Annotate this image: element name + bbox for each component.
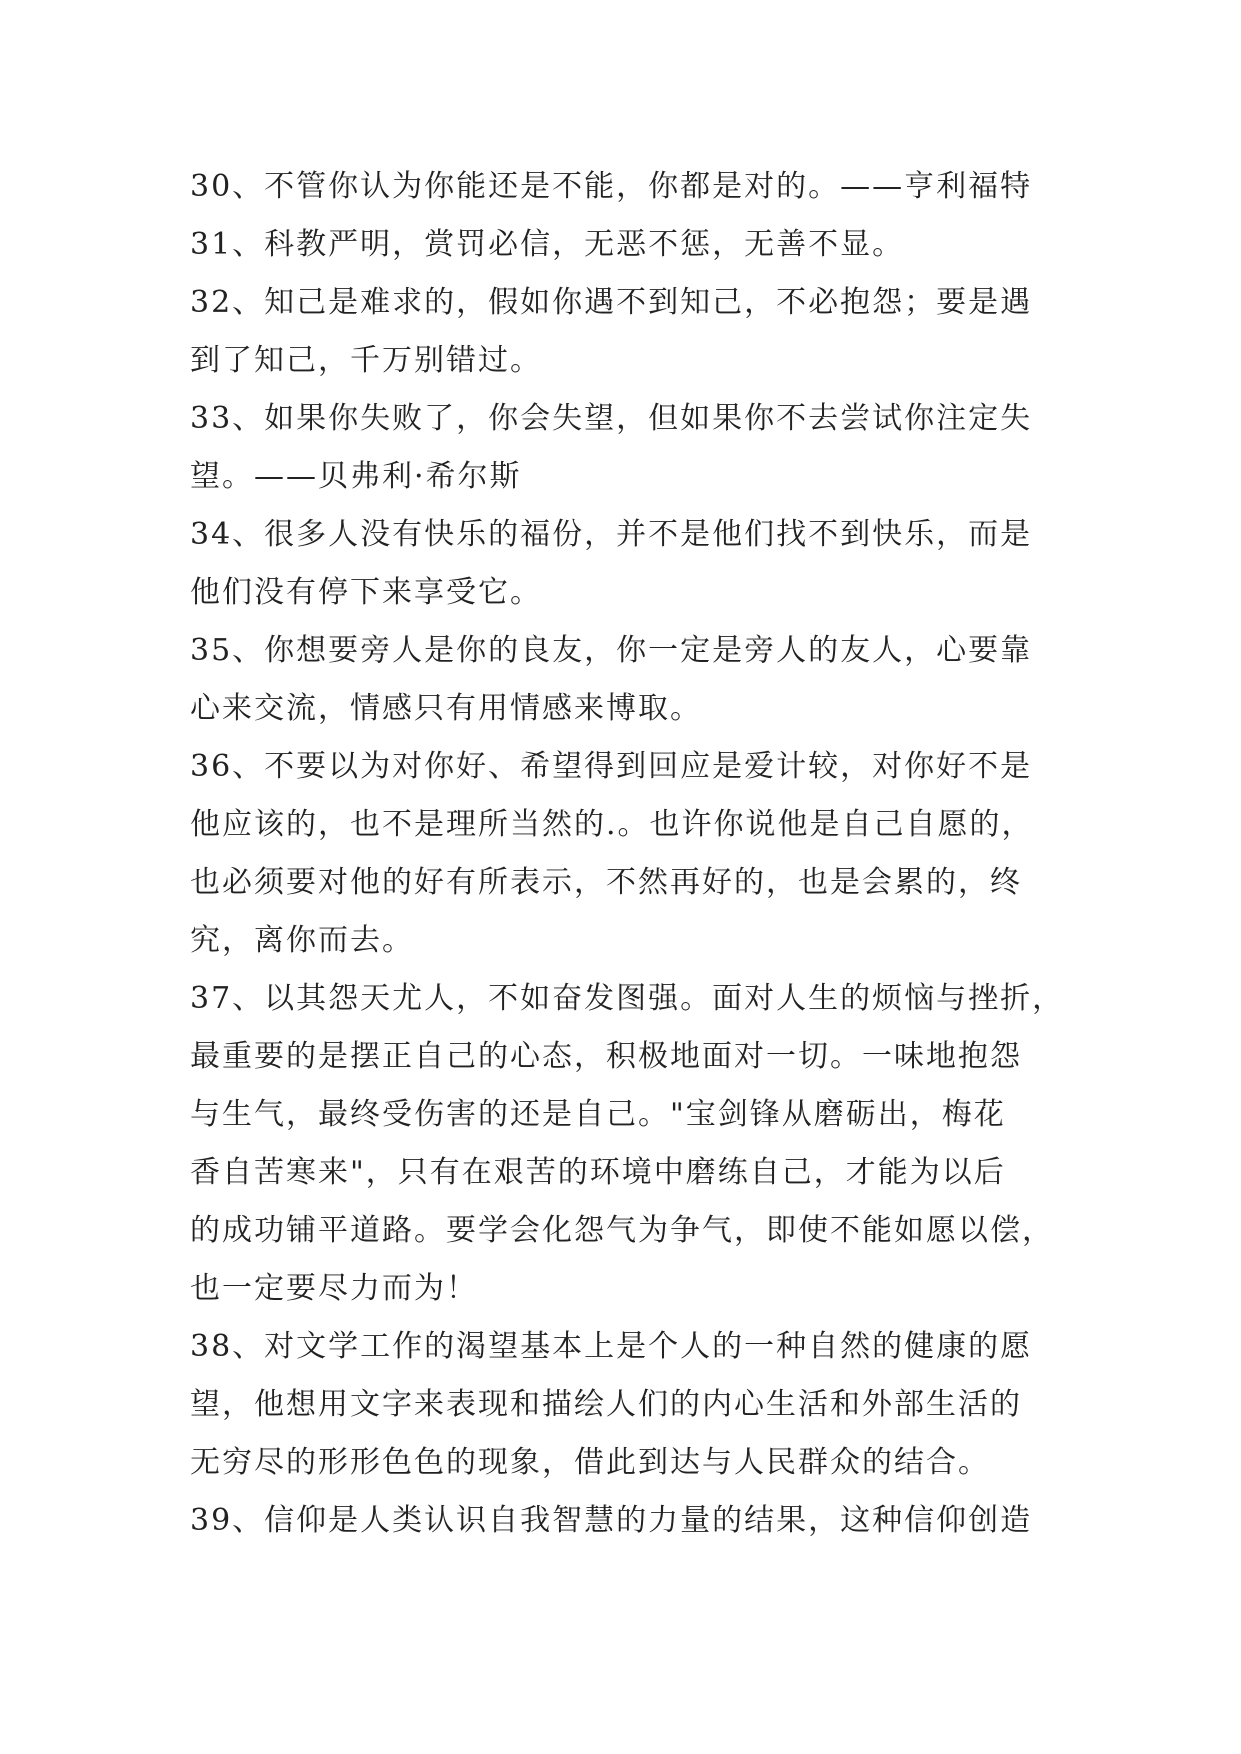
text-line: 他们没有停下来享受它。 — [190, 575, 542, 610]
text-line: 究，离你而去。 — [190, 923, 414, 958]
text-line: 35、你想要旁人是你的良友，你一定是旁人的友人，心要靠 — [190, 633, 1033, 668]
text-line: 望，他想用文字来表现和描绘人们的内心生活和外部生活的 — [190, 1387, 1022, 1422]
text-line: 32、知己是难求的，假如你遇不到知己，不必抱怨；要是遇 — [190, 285, 1033, 320]
text-line: 的成功铺平道路。要学会化怨气为争气，即使不能如愿以偿， — [190, 1213, 1054, 1248]
text-line: 37、以其怨天尤人，不如奋发图强。面对人生的烦恼与挫折， — [190, 981, 1065, 1016]
text-line: 最重要的是摆正自己的心态，积极地面对一切。一味地抱怨 — [190, 1039, 1022, 1074]
text-line: 34、很多人没有快乐的福份，并不是他们找不到快乐，而是 — [190, 517, 1033, 552]
text-line: 38、对文学工作的渴望基本上是个人的一种自然的健康的愿 — [190, 1329, 1033, 1364]
text-line: 31、科教严明，赏罚必信，无恶不惩，无善不显。 — [190, 227, 905, 262]
text-line: 望。——贝弗利·希尔斯 — [190, 459, 522, 494]
text-line: 也一定要尽力而为！ — [190, 1271, 478, 1306]
text-line: 30、不管你认为你能还是不能，你都是对的。——亨利福特 — [190, 169, 1033, 204]
text-line: 36、不要以为对你好、希望得到回应是爱计较，对你好不是 — [190, 749, 1033, 784]
text-line: 39、信仰是人类认识自我智慧的力量的结果，这种信仰创造 — [190, 1503, 1033, 1538]
text-line: 也必须要对他的好有所表示，不然再好的，也是会累的，终 — [190, 865, 1022, 900]
text-line: 心来交流，情感只有用情感来博取。 — [190, 691, 702, 726]
quote-text-block — [190, 158, 1070, 1550]
text-line: 他应该的，也不是理所当然的.。也许你说他是自己自愿的， — [190, 807, 1034, 842]
text-line: 香自苦寒来"，只有在艰苦的环境中磨练自己，才能为以后 — [190, 1155, 1006, 1190]
text-line: 无穷尽的形形色色的现象，借此到达与人民群众的结合。 — [190, 1445, 990, 1480]
text-line: 33、如果你失败了，你会失望，但如果你不去尝试你注定失 — [190, 401, 1033, 436]
text-line: 与生气，最终受伤害的还是自己。"宝剑锋从磨砺出，梅花 — [190, 1097, 1006, 1132]
text-line: 到了知己，千万别错过。 — [190, 343, 542, 378]
